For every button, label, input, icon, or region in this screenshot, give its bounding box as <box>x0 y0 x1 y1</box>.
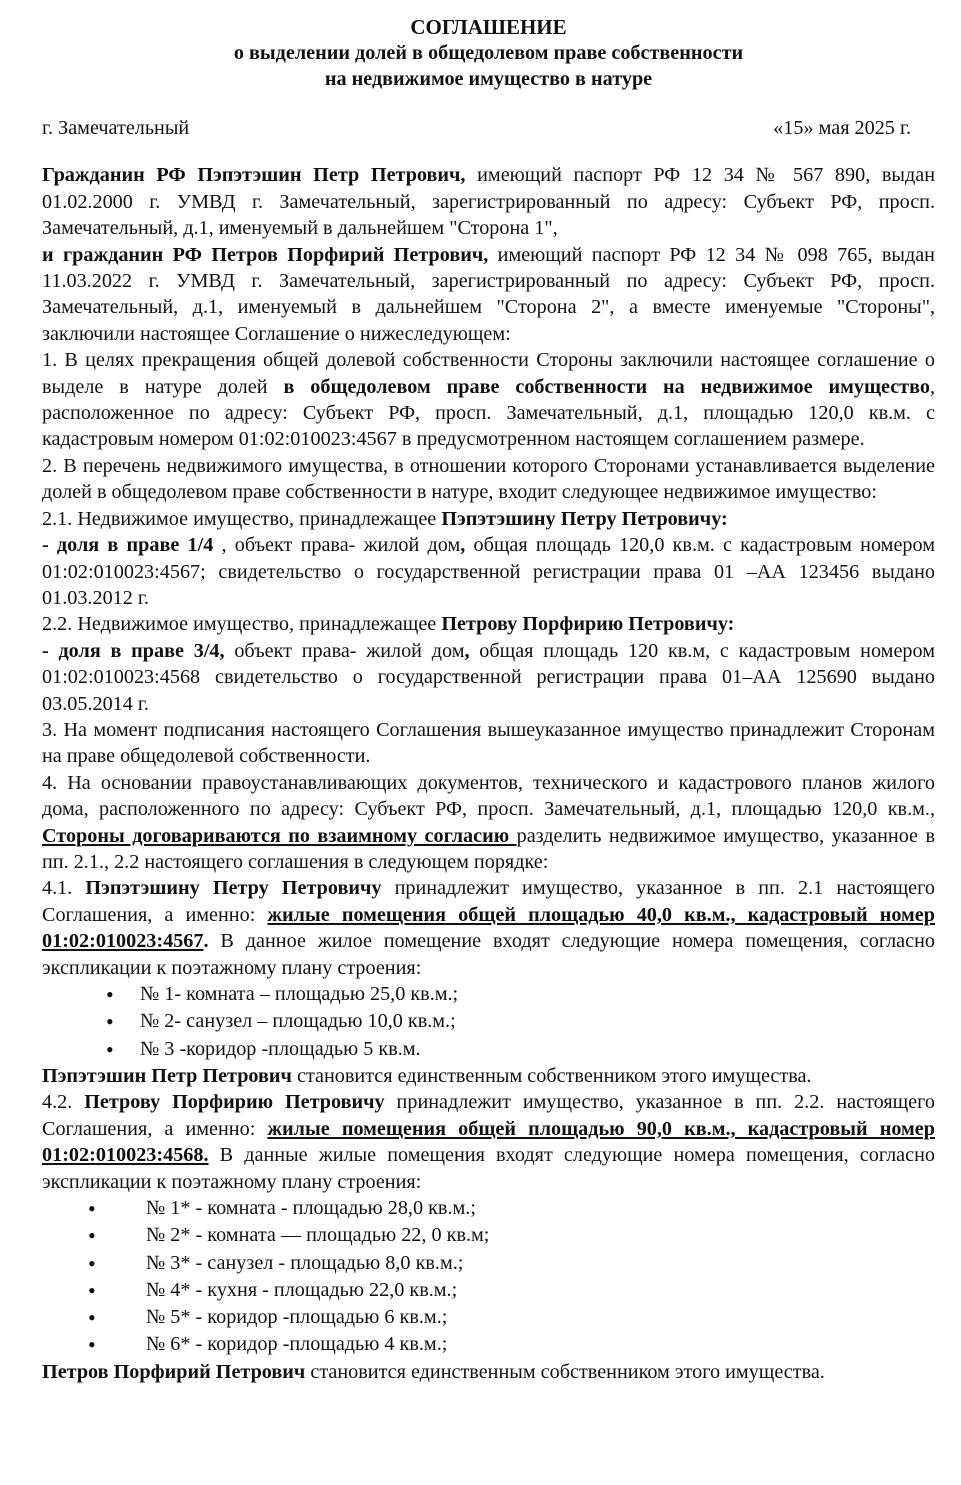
clause-2-2-comma: , <box>464 639 470 662</box>
clause-4-2-number: 4.2. <box>42 1091 85 1114</box>
list-item: • № 5* - коридор -площадью 6 кв.м.; <box>42 1304 935 1331</box>
clause-2-1-comma: , <box>460 534 466 557</box>
date: «15» мая 2025 г. <box>773 117 911 139</box>
clause-4-2 <box>42 1089 935 1195</box>
clause-4-underlined: Стороны договариваются по взаимному согласию <box>42 824 517 847</box>
clause-4-1-result-name: Пэпэтэшин Петр Петрович <box>42 1064 292 1087</box>
title-subtitle-line1: о выделении долей в общедолевом праве собственности <box>233 42 744 64</box>
clause-2-2-body <box>42 638 935 717</box>
clause-4-1-room-list <box>42 981 935 1063</box>
clause-1 <box>42 347 935 453</box>
party1-paragraph <box>42 162 935 241</box>
clause-4-2-text-d: В данные жилые помещения входят следующие номера помещения, согласно экспликации к поэтажному плану строения: <box>42 1144 935 1193</box>
title-subtitle-line2: на недвижимое имущество в натуре <box>324 68 653 90</box>
clause-4-1-owner: Пэпэтэшину Петру Петровичу <box>85 877 382 900</box>
clause-4-2-owner: Петрову Порфирию Петровичу <box>84 1091 385 1114</box>
clause-2-1-head-text: 2.1. Недвижимое имущество, принадлежащее <box>42 507 442 530</box>
party1-details: имеющий паспорт РФ 12 34 № 567 890, выдан 01.02.2000 г. УМВД г. Замечательный, зарегистрированный по адресу: Субъект РФ, просп. Замечательный, д.1, именуемый в дальнейшем "Сторона 1", <box>42 164 936 240</box>
party2-details: имеющий паспорт РФ 12 34 № 098 765, выдан 11.03.2022 г. УМВД г. Замечательный, зарегистрированный по адресу: Субъект РФ, просп. Замечательный, д.1, именуемый в дальнейшем "Сторона 2", а вместе именуемые "Стороны", заключили настоящее Соглашение о нижеследующем: <box>42 243 935 345</box>
list-item: • № 2* - комната — площадью 22, 0 кв.м; <box>42 1222 935 1249</box>
clause-4-1 <box>42 875 935 981</box>
clause-2-2-text-a: объект права- жилой дом <box>224 639 465 662</box>
list-item: • № 4* - кухня - площадью 22,0 кв.м.; <box>42 1277 935 1304</box>
clause-2-2-head <box>42 611 935 637</box>
clause-2-2-share: - доля в праве 3/4, <box>42 639 225 662</box>
clause-2-1-owner: Пэпэтэшину Петру Петровичу: <box>441 507 728 530</box>
list-item: • № 3* - санузел - площадью 8,0 кв.м.; <box>42 1250 935 1277</box>
clause-2-1 <box>42 506 935 612</box>
list-item: • № 2- санузел – площадью 10,0 кв.м.; <box>42 1008 935 1035</box>
clause-4-1-number: 4.1. <box>42 877 86 900</box>
clause-4-1-text-d: В данное жилое помещение входят следующие номера помещения, согласно экспликации к поэтажному плану строения: <box>42 930 935 979</box>
place: г. Замечательный <box>42 117 190 139</box>
clause-2-1-text-a: , объект права- жилой дом <box>213 534 461 557</box>
clause-2-1-share: - доля в праве 1/4 <box>42 534 214 557</box>
party2-paragraph <box>42 242 935 348</box>
clause-2-1-body <box>42 532 935 611</box>
clause-3: 3. На момент подписания настоящего Соглашения вышеуказанное имущество принадлежит Сторонам на праве общедолевой собственности. <box>42 718 935 768</box>
clause-4-1-result-text: становится единственным собственником этого имущества. <box>291 1064 812 1087</box>
title-heading: СОГЛАШЕНИЕ <box>410 15 567 39</box>
party2-name: и гражданин РФ Петров Порфирий Петрович, <box>42 243 489 266</box>
party1-name: Гражданин РФ Пэпэтэшин Петр Петрович, <box>42 164 466 187</box>
clause-2: 2. В перечень недвижимого имущества, в отношении которого Сторонами устанавливается выделение долей в общедолевом праве собственности в натуре, входит следующее недвижимое имущество: <box>42 454 935 504</box>
clause-4-2-result <box>42 1359 935 1385</box>
clause-1-text-a: 1. В целях прекращения общей долевой собственности Стороны заключили настоящее соглашение о выделе в натуре долей <box>42 349 935 398</box>
clause-1-text-c: , расположенное по адресу: Субъект РФ, просп. Замечательный, д.1, площадью 120,0 кв.м. с кадастровым номером 01:02:010023:4567 в предусмотренном настоящем соглашением размере. <box>42 375 935 451</box>
clause-2-2-owner: Петрову Порфирию Петровичу: <box>441 613 735 636</box>
list-item: • № 6* - коридор -площадью 4 кв.м.; <box>42 1331 935 1358</box>
clause-2-1-text-c: общая площадь 120,0 кв.м. с кадастровым номером 01:02:010023:4567; свидетельство о государственной регистрации права 01 –АА 123456 выдано 01.03.2012 г. <box>42 534 935 609</box>
clause-4-2-result-text: становится единственным собственником этого имущества. <box>305 1360 825 1383</box>
list-item: • № 1- комната – площадью 25,0 кв.м.; <box>42 981 935 1008</box>
clause-2-2 <box>42 611 935 717</box>
clause-1-bold: в общедолевом праве собственности на недвижимое имущество <box>283 375 930 398</box>
clause-2-1-head <box>42 506 935 532</box>
list-item: • № 1* - комната - площадью 28,0 кв.м.; <box>42 1195 935 1222</box>
clause-4 <box>42 770 935 876</box>
clause-4-text-c: разделить недвижимое имущество, указанное в пп. 2.1., 2.2 настоящего соглашения в следующем порядке: <box>42 824 935 873</box>
clause-4-1-period: . <box>203 930 209 953</box>
clause-2-2-head-text: 2.2. Недвижимое имущество, принадлежащее <box>42 613 442 636</box>
clause-4-2-room-list <box>42 1195 935 1359</box>
clause-4-1-text-a: принадлежит имущество, указанное в пп. 2.1 настоящего Соглашения, а именно: <box>42 877 935 926</box>
list-item: • № 3 -коридор -площадью 5 кв.м. <box>42 1036 935 1063</box>
document-title <box>42 14 935 92</box>
place-date-row <box>42 115 935 141</box>
clause-4-1-underlined: жилые помещения общей площадью 40,0 кв.м., кадастровый номер 01:02:010023:4567 <box>42 903 935 953</box>
clause-4-text-a: 4. На основании правоустанавливающих документов, технического и кадастрового планов жилого дома, расположенного по адресу: Субъект РФ, просп. Замечательный, д.1, площадью 120,0 кв.м., <box>42 771 935 821</box>
clause-4-2-underlined: жилые помещения общей площадью 90,0 кв.м., кадастровый номер 01:02:010023:4568. <box>42 1117 935 1167</box>
clause-2-2-text-c: общая площадь 120 кв.м, с кадастровым номером 01:02:010023:4568 свидетельство о государственной регистрации права 01–АА 125690 выдано 03.05.2014 г. <box>42 639 935 715</box>
clause-4-2-result-name: Петров Порфирий Петрович <box>42 1360 306 1383</box>
clause-4-2-text-a: принадлежит имущество, указанное в пп. 2.2. настоящего Соглашения, а именно: <box>42 1091 936 1140</box>
clause-4-1-result <box>42 1063 935 1089</box>
